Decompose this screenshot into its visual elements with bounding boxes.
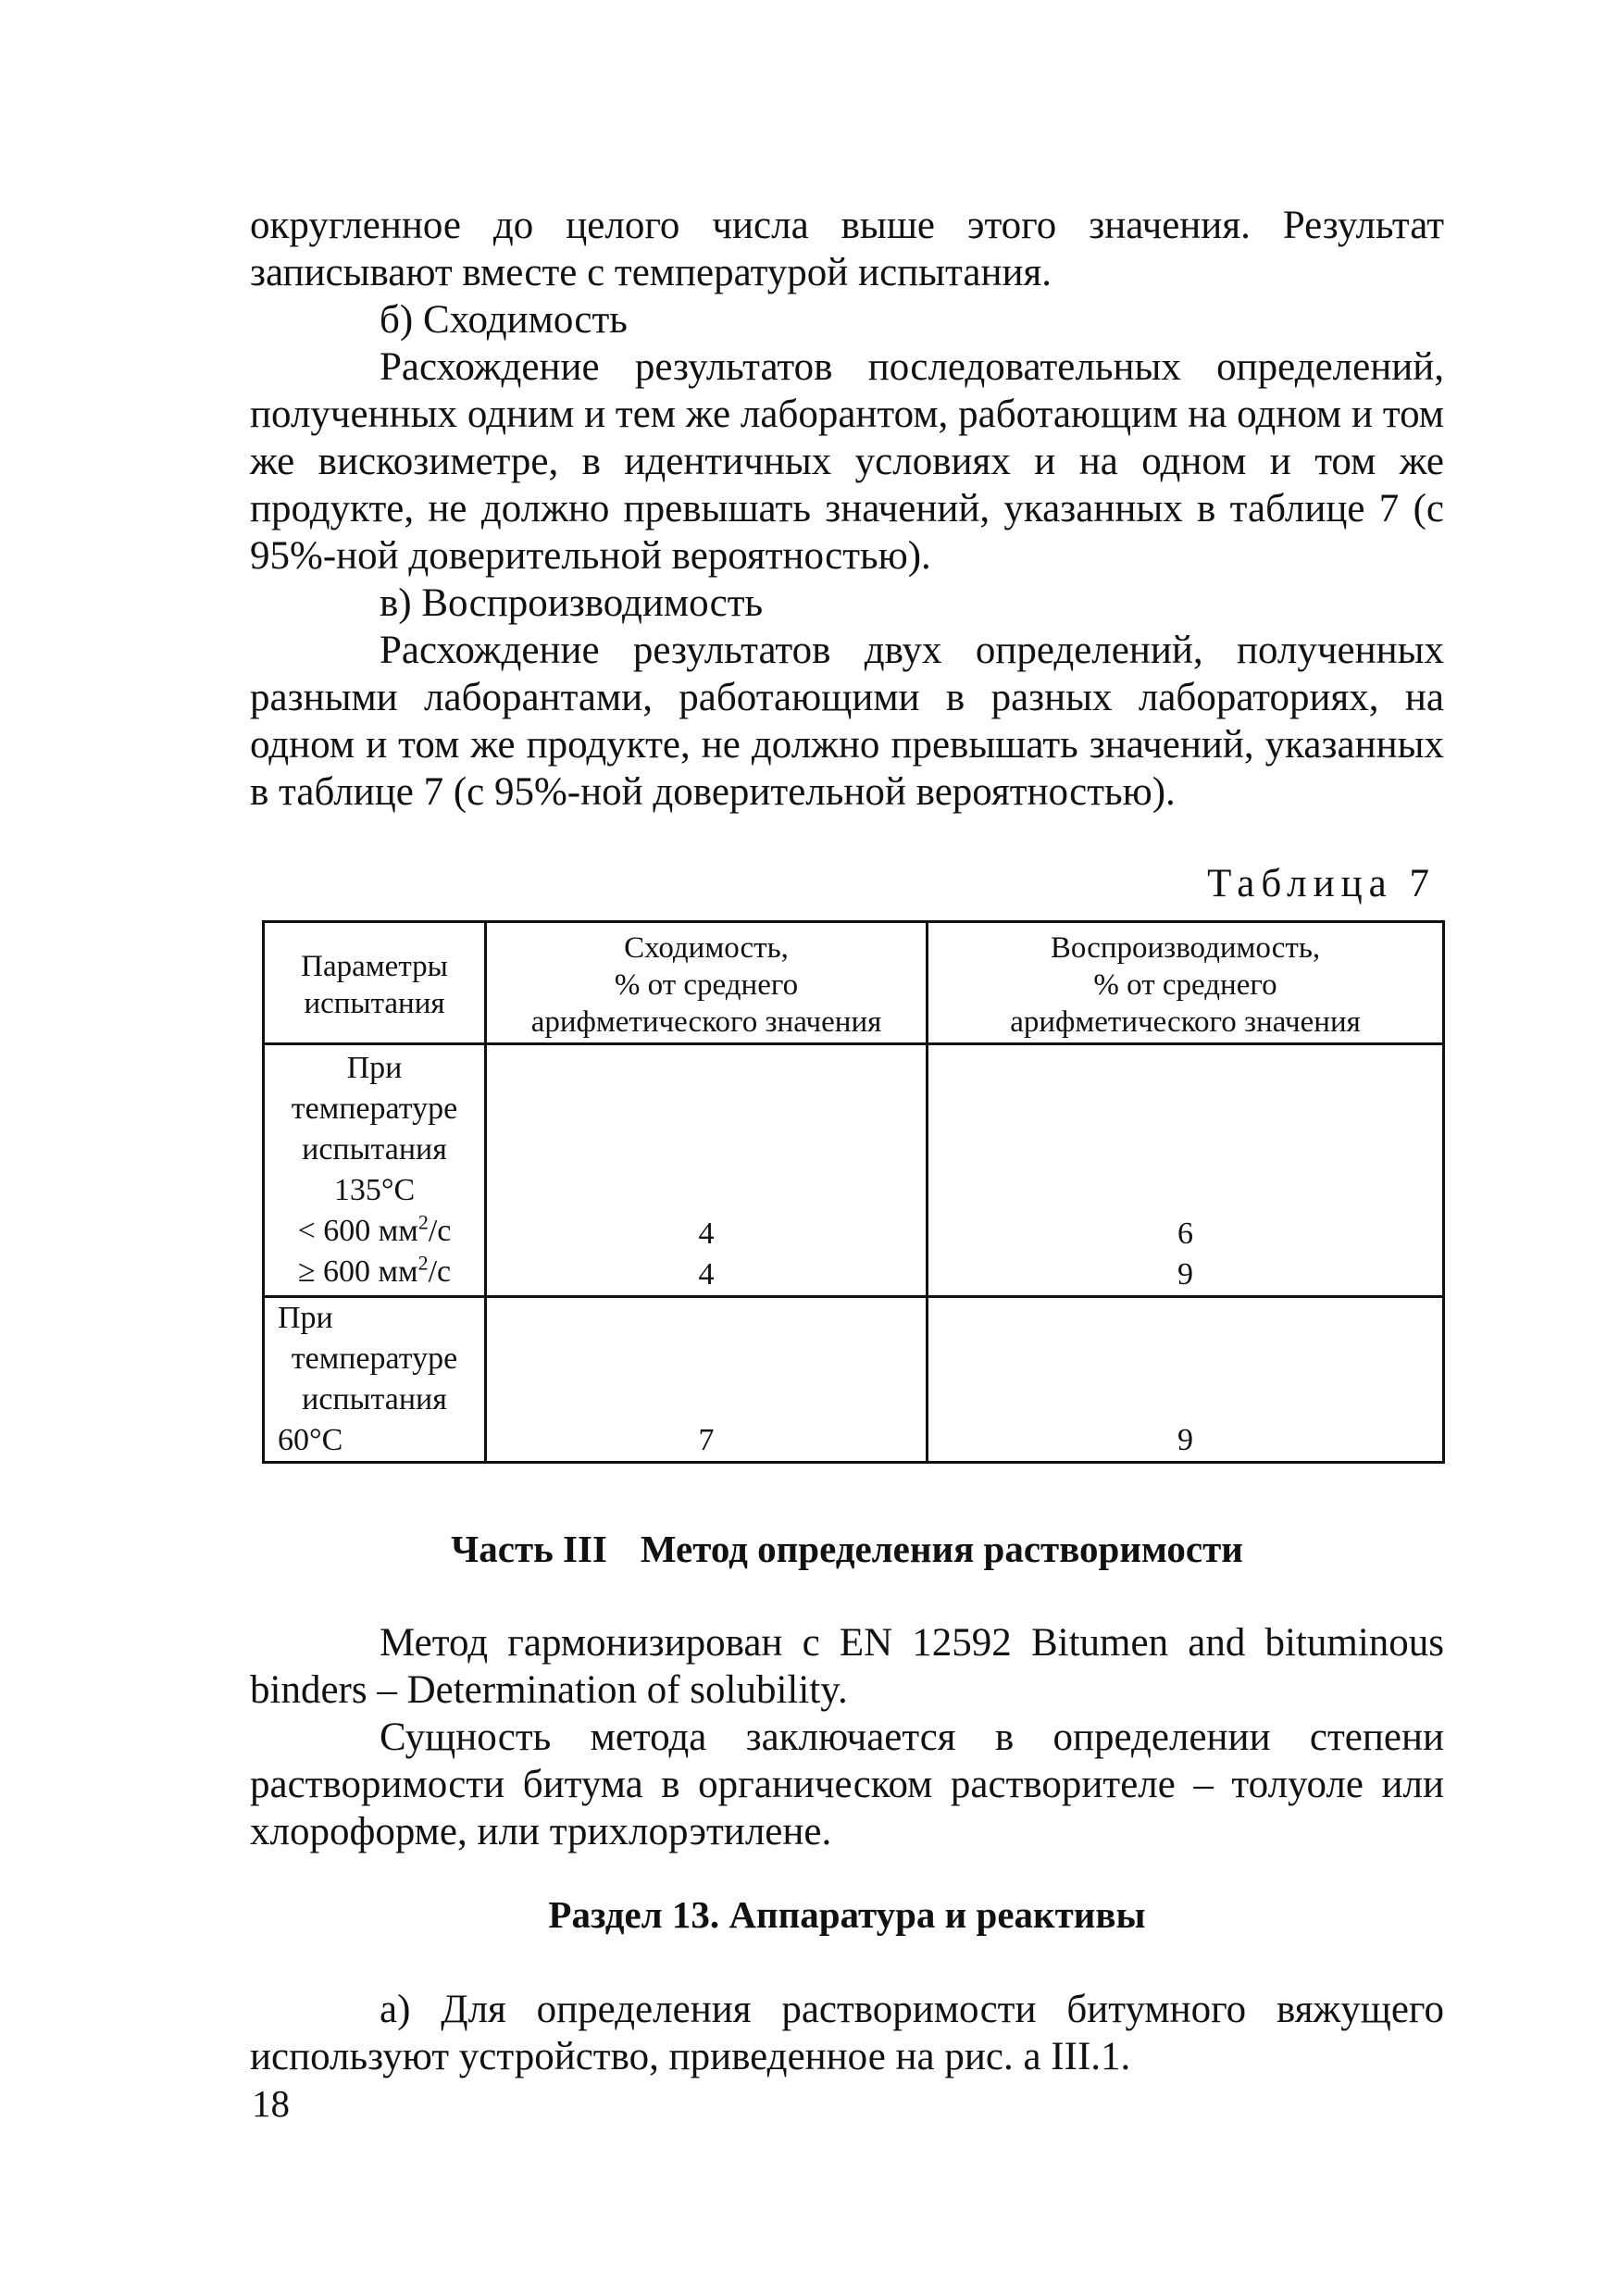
part-title: Метод определения растворимости bbox=[640, 1528, 1243, 1570]
paragraph-harmonized: Метод гармонизирован с EN 12592 Bitumen and bituminous binders – Determination of solubility. bbox=[250, 1621, 1444, 1712]
cell-value: 4 bbox=[698, 1257, 715, 1292]
paragraph-convergence: Расхождение результатов последовательных определений, полученных одним и тем же лаборантом, работающим на одном и том же вискозиметре, в идентичных условиях и на одном и том же продукте, не должно превышать значений, указанных в таблице 7 (с 95%-ной доверительной вероятностью). bbox=[250, 345, 1444, 578]
part-heading bbox=[250, 1526, 1444, 1572]
table-caption: Таблица 7 bbox=[1207, 862, 1436, 905]
page-number: 18 bbox=[252, 2082, 290, 2125]
cell-value: 4 bbox=[698, 1217, 715, 1251]
header-convergence-line3: арифметического значения bbox=[530, 1004, 882, 1039]
row-135-sub-lt600: < 600 $мм^2/с$ bbox=[297, 1210, 452, 1248]
row-60-label-line3: испытания bbox=[302, 1382, 447, 1416]
cell-value: 6 bbox=[1177, 1217, 1193, 1251]
subheading-reproducibility: в) Воспроизводимость bbox=[380, 581, 764, 625]
row-135-params bbox=[264, 1044, 486, 1297]
part-number: Часть III bbox=[451, 1528, 607, 1570]
row-60-reproducibility: 9 bbox=[928, 1297, 1444, 1463]
row-60-label-line4: 60°С bbox=[278, 1423, 343, 1457]
row-135-label-line1: При bbox=[346, 1051, 403, 1085]
row-60-convergence: 7 bbox=[486, 1297, 928, 1463]
table-7 bbox=[262, 920, 1445, 1464]
cell-value: 9 bbox=[1177, 1257, 1193, 1292]
row-135-label-line3: испытания bbox=[302, 1132, 447, 1167]
table-header-row bbox=[264, 922, 1444, 1044]
header-test-parameters: Параметры испытания bbox=[264, 922, 486, 1044]
header-reproducibility-line3: арифметического значения bbox=[1010, 1004, 1361, 1039]
paragraph-reproducibility: Расхождение результатов двух определений, полученных разными лаборантами, работающими в разных лабораториях, на одном и том же продукте, не должно превышать значений, указанных в таблице 7 (с 95%-ной доверительной вероятностью). bbox=[250, 629, 1444, 814]
table-row bbox=[264, 1297, 1444, 1463]
row-135-convergence bbox=[486, 1044, 928, 1297]
row-60-label-line2: температуре bbox=[291, 1341, 458, 1376]
header-reproducibility bbox=[928, 922, 1444, 1044]
header-convergence-line2: % от среднего bbox=[614, 967, 799, 1002]
row-60-label-line1: При bbox=[278, 1301, 333, 1335]
table-row bbox=[264, 1044, 1444, 1297]
section-heading: Раздел 13. Аппаратура и реактивы bbox=[548, 1893, 1146, 1936]
header-convergence bbox=[486, 922, 928, 1044]
header-convergence-line1: Сходимость, bbox=[624, 930, 789, 965]
header-reproducibility-line2: % от среднего bbox=[1093, 967, 1277, 1002]
row-135-reproducibility bbox=[928, 1044, 1444, 1297]
row-135-sub-ge600: ≥ 600 $мм^2/с$ bbox=[297, 1251, 452, 1289]
row-135-label-line4: 135°С bbox=[333, 1173, 416, 1207]
paragraph-method-essence: Сущность метода заключается в определении степени растворимости битума в органическом растворителе – толуоле или хлороформе, или трихлорэтилене. bbox=[250, 1716, 1444, 1853]
header-reproducibility-line1: Воспроизводимость, bbox=[1050, 930, 1321, 965]
paragraph-apparatus: а) Для определения растворимости битумного вяжущего используют устройство, приведенное на рис. а III.1. bbox=[250, 1988, 1444, 2078]
paragraph-result-rounding: округленное до целого числа выше этого значения. Результат записывают вместе с температурой испытания. bbox=[250, 204, 1444, 294]
row-135-label-line2: температуре bbox=[291, 1092, 458, 1126]
subheading-convergence: б) Сходимость bbox=[380, 298, 628, 342]
row-60-params bbox=[264, 1297, 486, 1463]
